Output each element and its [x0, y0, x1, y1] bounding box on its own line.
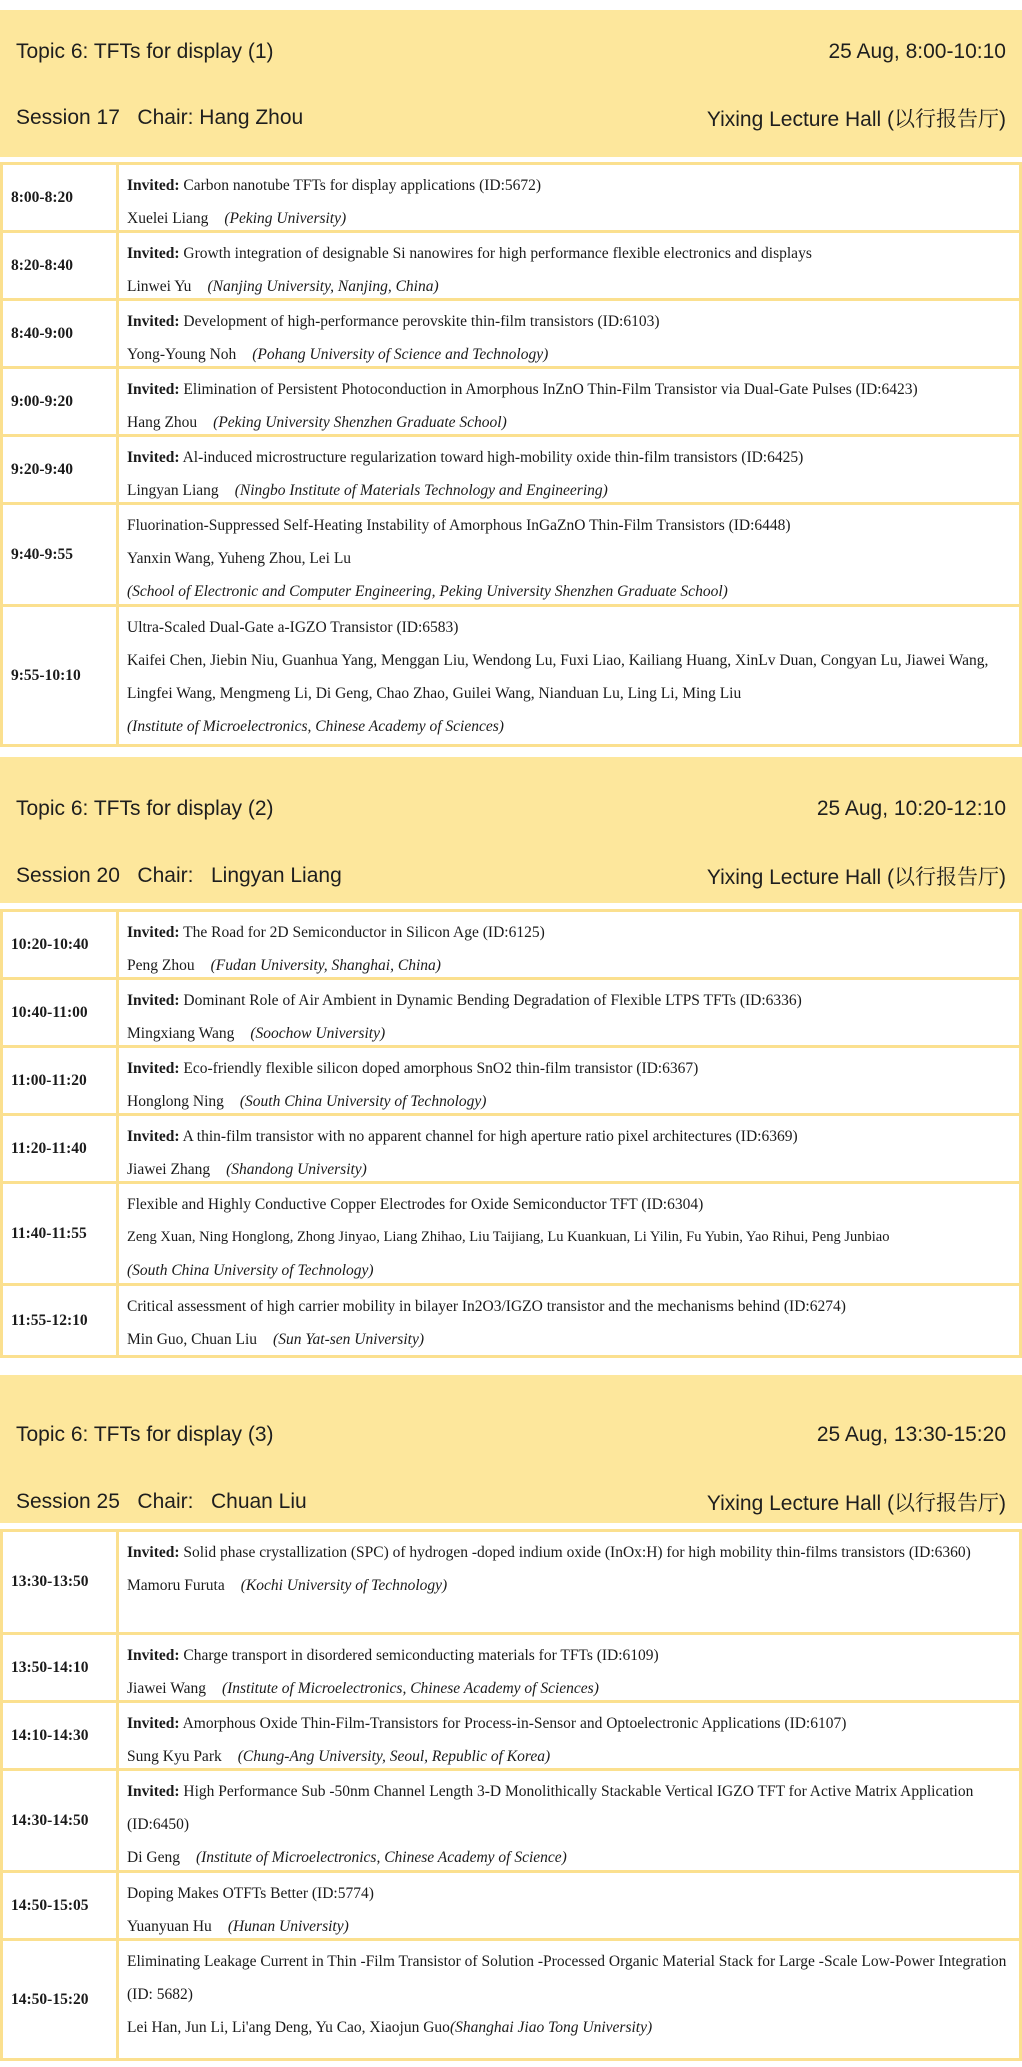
talk-details: [119, 1286, 1019, 1355]
talk-details: [119, 1532, 1019, 1632]
invited-label: Invited:: [127, 381, 180, 398]
talk-details: [119, 980, 1019, 1045]
table-row: [3, 437, 1019, 505]
talk-details: [119, 369, 1019, 434]
time-slot: 8:00-8:20: [3, 165, 119, 230]
talk-authors: Xuelei Liang: [127, 210, 209, 227]
talk-affiliation: (Chung-Ang University, Seoul, Republic of Korea): [237, 1748, 551, 1765]
talk-affiliation: (Peking University): [224, 210, 347, 227]
invited-label: Invited:: [127, 924, 180, 941]
talk-affiliation: (Nanjing University, Nanjing, China): [207, 278, 439, 295]
time-slot: 11:40-11:55: [3, 1184, 119, 1283]
talk-authors: Mingxiang Wang: [127, 1025, 235, 1042]
table-row: [3, 301, 1019, 369]
talk-affiliation: (Kochi University of Technology): [240, 1577, 448, 1594]
talk-authors: Jiawei Wang: [127, 1680, 206, 1697]
talk-details: [119, 1703, 1019, 1768]
table-row: [3, 1048, 1019, 1116]
talk-details: [119, 1635, 1019, 1700]
topic-title: Topic 6: TFTs for display (2): [16, 797, 274, 820]
session-block: [0, 1375, 1022, 1523]
chair-name: Hang Zhou: [199, 106, 304, 129]
talk-affiliation: (Fudan University, Shanghai, China): [210, 957, 441, 974]
talk-affiliation: (South China University of Technology): [239, 1093, 487, 1110]
schedule-table: [0, 909, 1022, 1358]
talk-details: [119, 1116, 1019, 1181]
talk-details: [119, 1048, 1019, 1113]
session-header: [0, 10, 1022, 157]
talk-authors: Lei Han, Jun Li, Li'ang Deng, Yu Cao, Xiaojun Guo: [127, 2019, 450, 2036]
time-slot: 8:40-9:00: [3, 301, 119, 366]
talk-affiliation: (Shanghai Jiao Tong University): [449, 2019, 653, 2036]
talk-title: Flexible and Highly Conductive Copper Electrodes for Oxide Semiconductor TFT (ID:6304): [127, 1196, 704, 1213]
talk-affiliation: (Hunan University): [227, 1918, 349, 1935]
time-slot: 14:30-14:50: [3, 1771, 119, 1870]
talk-authors: Mamoru Furuta: [127, 1577, 225, 1594]
invited-label: Invited:: [127, 177, 180, 194]
table-row: [3, 233, 1019, 301]
talk-authors: Yuanyuan Hu: [127, 1918, 212, 1935]
talk-details: [119, 301, 1019, 366]
talk-details: [119, 1941, 1019, 2058]
talk-title: Growth integration of designable Si nanowires for high performance flexible electronics and displays: [179, 245, 812, 262]
session-chair-line: [16, 106, 303, 130]
chair-label: Chair:: [137, 106, 194, 129]
schedule-table: [0, 1529, 1022, 2061]
talk-affiliation: (Institute of Microelectronics, Chinese Academy of Science): [195, 1849, 567, 1866]
session-number: Session 25: [16, 1490, 120, 1513]
chair-name: Lingyan Liang: [210, 864, 342, 887]
talk-affiliation: (Peking University Shenzhen Graduate School): [213, 414, 507, 431]
talk-details: [119, 607, 1019, 745]
time-slot: 8:20-8:40: [3, 233, 119, 298]
time-slot: 11:00-11:20: [3, 1048, 119, 1113]
time-slot: 11:20-11:40: [3, 1116, 119, 1181]
table-row: [3, 1635, 1019, 1703]
talk-affiliation: (Sun Yat-sen University): [273, 1331, 424, 1348]
talk-title: Doping Makes OTFTs Better (ID:5774): [127, 1885, 374, 1902]
table-row: [3, 505, 1019, 607]
time-slot: 14:50-15:05: [3, 1873, 119, 1938]
talk-affiliation: (Pohang University of Science and Technology): [252, 346, 549, 363]
session-chair-line: [16, 1490, 307, 1514]
talk-title: Solid phase crystallization (SPC) of hydrogen -doped indium oxide (InOx:H) for high mobility thin-films transistors (ID:6360): [179, 1544, 971, 1561]
talk-title: Dominant Role of Air Ambient in Dynamic Bending Degradation of Flexible LTPS TFTs (ID:6336): [179, 992, 802, 1009]
talk-authors: Yanxin Wang, Yuheng Zhou, Lei Lu: [127, 550, 352, 567]
time-slot: 11:55-12:10: [3, 1286, 119, 1355]
session-block: [0, 757, 1022, 903]
talk-title: Elimination of Persistent Photoconduction in Amorphous InZnO Thin-Film Transistor via Dual-Gate Pulses (ID:6423): [179, 381, 918, 398]
talk-details: [119, 1771, 1019, 1870]
talk-authors: Peng Zhou: [127, 957, 195, 974]
time-slot: 9:40-9:55: [3, 505, 119, 604]
talk-affiliation: (Soochow University): [250, 1025, 386, 1042]
talk-title: Amorphous Oxide Thin-Film-Transistors for Process-in-Sensor and Optoelectronic Applications (ID:6107): [179, 1715, 847, 1732]
session-header: [0, 757, 1022, 903]
talk-title: Ultra-Scaled Dual-Gate a-IGZO Transistor (ID:6583): [127, 619, 459, 636]
table-row: [3, 1286, 1019, 1355]
talk-authors: Zeng Xuan, Ning Honglong, Zhong Jinyao, Liang Zhihao, Liu Taijiang, Lu Kuankuan, Li Yilin, Fu Yubin, Yao Rihui, Peng Junbiao: [127, 1229, 890, 1245]
talk-authors: Hang Zhou: [127, 414, 198, 431]
table-row: [3, 1532, 1019, 1635]
time-slot: 9:00-9:20: [3, 369, 119, 434]
session-chair-line: [16, 864, 342, 888]
talk-details: [119, 233, 1019, 298]
invited-label: Invited:: [127, 449, 180, 466]
talk-affiliation: (Ningbo Institute of Materials Technology and Engineering): [234, 482, 608, 499]
venue: Yixing Lecture Hall (以行报告厅): [706, 108, 1006, 131]
talk-authors: Sung Kyu Park: [127, 1748, 222, 1765]
invited-label: Invited:: [127, 1128, 180, 1145]
talk-authors: Honglong Ning: [127, 1093, 224, 1110]
schedule-table: [0, 162, 1022, 747]
talk-title: Carbon nanotube TFTs for display applications (ID:5672): [179, 177, 542, 194]
session-number: Session 17: [16, 106, 120, 129]
time-slot: 13:50-14:10: [3, 1635, 119, 1700]
talk-affiliation: (Shandong University): [226, 1161, 367, 1178]
talk-affiliation: (Institute of Microelectronics, Chinese Academy of Sciences): [221, 1680, 599, 1697]
talk-details: [119, 912, 1019, 977]
talk-authors: Linwei Yu: [127, 278, 192, 295]
table-row: [3, 607, 1019, 745]
time-slot: 9:20-9:40: [3, 437, 119, 502]
table-row: [3, 369, 1019, 437]
session-block: [0, 10, 1022, 157]
talk-details: [119, 165, 1019, 230]
talk-title: A thin-film transistor with no apparent channel for high aperture ratio pixel architectures (ID:6369): [179, 1128, 798, 1145]
talk-authors: Lingyan Liang: [127, 482, 219, 499]
session-datetime: 25 Aug, 8:00-10:10: [828, 40, 1006, 63]
talk-title: Eliminating Leakage Current in Thin -Film Transistor of Solution -Processed Organic Material Stack for Large -Scale Low-Power Integration (ID: 5682): [127, 1953, 1007, 2003]
talk-title: Fluorination-Suppressed Self-Heating Instability of Amorphous InGaZnO Thin-Film Transistors (ID:6448): [127, 517, 791, 534]
talk-authors: Di Geng: [127, 1849, 180, 1866]
talk-title: The Road for 2D Semiconductor in Silicon Age (ID:6125): [179, 924, 545, 941]
chair-label: Chair:: [137, 1490, 194, 1513]
time-slot: 14:10-14:30: [3, 1703, 119, 1768]
invited-label: Invited:: [127, 313, 180, 330]
talk-title: Critical assessment of high carrier mobility in bilayer In2O3/IGZO transistor and the mechanisms behind (ID:6274): [127, 1298, 846, 1315]
table-row: [3, 1771, 1019, 1873]
talk-title: Al-induced microstructure regularization toward high-mobility oxide thin-film transistors (ID:6425): [179, 449, 804, 466]
invited-label: Invited:: [127, 1715, 180, 1732]
talk-affiliation: (South China University of Technology): [127, 1262, 374, 1279]
talk-details: [119, 1184, 1019, 1283]
chair-label: Chair:: [137, 864, 194, 887]
session-header: [0, 1375, 1022, 1523]
invited-label: Invited:: [127, 245, 180, 262]
invited-label: Invited:: [127, 1544, 180, 1561]
talk-authors: Yong-Young Noh: [127, 346, 237, 363]
talk-authors: Min Guo, Chuan Liu: [127, 1331, 258, 1348]
invited-label: Invited:: [127, 1060, 180, 1077]
topic-title: Topic 6: TFTs for display (3): [16, 1423, 274, 1446]
session-datetime: 25 Aug, 13:30-15:20: [816, 1423, 1006, 1446]
table-row: [3, 1184, 1019, 1286]
talk-details: [119, 437, 1019, 502]
talk-details: [119, 505, 1019, 604]
invited-label: Invited:: [127, 992, 180, 1009]
table-row: [3, 1941, 1019, 2058]
time-slot: 9:55-10:10: [3, 607, 119, 745]
talk-details: [119, 1873, 1019, 1938]
time-slot: 10:40-11:00: [3, 980, 119, 1045]
topic-title: Topic 6: TFTs for display (1): [16, 40, 274, 63]
chair-name: Chuan Liu: [210, 1490, 307, 1513]
talk-title: Development of high-performance perovskite thin-film transistors (ID:6103): [179, 313, 660, 330]
session-number: Session 20: [16, 864, 120, 887]
table-row: [3, 165, 1019, 233]
talk-authors: Jiawei Zhang: [127, 1161, 211, 1178]
table-row: [3, 1873, 1019, 1941]
table-row: [3, 980, 1019, 1048]
invited-label: Invited:: [127, 1783, 180, 1800]
talk-title: Charge transport in disordered semiconducting materials for TFTs (ID:6109): [179, 1647, 659, 1664]
time-slot: 13:30-13:50: [3, 1532, 119, 1632]
talk-authors: Kaifei Chen, Jiebin Niu, Guanhua Yang, Menggan Liu, Wendong Lu, Fuxi Liao, Kailiang Huang, XinLv Duan, Congyan Lu, Jiawei Wang, Lingfei Wang, Mengmeng Li, Di Geng, Chao Zhao, Guilei Wang, Nianduan Lu, Ling Li, Ming Liu: [127, 652, 989, 702]
table-row: [3, 1703, 1019, 1771]
talk-affiliation: (Institute of Microelectronics, Chinese Academy of Sciences): [127, 718, 504, 735]
time-slot: 10:20-10:40: [3, 912, 119, 977]
time-slot: 14:50-15:20: [3, 1941, 119, 2058]
venue: Yixing Lecture Hall (以行报告厅): [706, 866, 1006, 889]
session-datetime: 25 Aug, 10:20-12:10: [816, 797, 1006, 820]
table-row: [3, 1116, 1019, 1184]
venue: Yixing Lecture Hall (以行报告厅): [706, 1492, 1006, 1515]
table-row: [3, 912, 1019, 980]
talk-title: High Performance Sub -50nm Channel Length 3-D Monolithically Stackable Vertical IGZO TFT for Active Matrix Application (ID:6450): [127, 1783, 974, 1833]
talk-affiliation: (School of Electronic and Computer Engineering, Peking University Shenzhen Graduate School): [127, 583, 728, 600]
invited-label: Invited:: [127, 1647, 180, 1664]
talk-title: Eco-friendly flexible silicon doped amorphous SnO2 thin-film transistor (ID:6367): [179, 1060, 699, 1077]
